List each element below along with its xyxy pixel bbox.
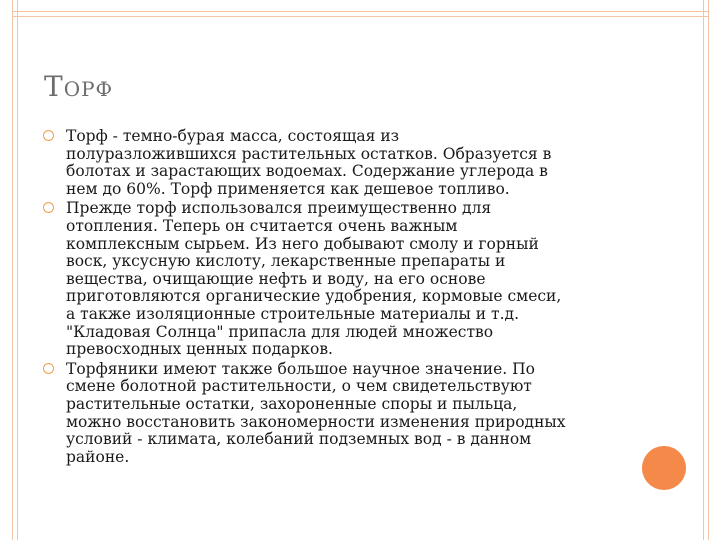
bullet-item-1: [40, 128, 620, 198]
bullet-text-line: Торфяники имеют также большое научное значение. По: [66, 359, 536, 378]
bullet-circle-icon: [43, 202, 54, 213]
bullet-text-line: растительные остатки, захороненные споры и пыльца,: [66, 394, 518, 413]
bullet-text-line: районе.: [66, 447, 130, 466]
bullet-text-line: превосходных ценных подарков.: [66, 340, 333, 359]
frame-left-inner-line: [17, 0, 18, 540]
frame-left-outer-line: [12, 0, 13, 540]
frame-right-outer-line: [708, 0, 709, 540]
bullet-text-line: можно восстановить закономерности изменения природных: [66, 412, 566, 431]
bullet-text-line: нем до 60%. Торф применяется как дешевое топливо.: [66, 179, 510, 198]
bullet-text-line: болотах и зарастающих водоемах. Содержание углерода в: [66, 162, 548, 181]
slide-title-first-letter: Т: [44, 70, 64, 103]
bullet-circle-icon: [43, 363, 54, 374]
bullet-text-line: а также изоляционные строительные материалы и т.д.: [66, 304, 520, 323]
bullet-text-line: вещества, очищающие нефть и воду, на его основе: [66, 269, 486, 288]
bullet-list: [40, 128, 620, 468]
frame-right-inner-line: [703, 0, 704, 540]
bullet-text-line: отопления. Теперь он считается очень важным: [66, 216, 458, 235]
frame-top-line: [12, 11, 709, 12]
slide-title: [44, 72, 113, 104]
bullet-item-3: [40, 361, 620, 467]
bullet-text-line: полуразложившихся растительных остатков. Образуется в: [66, 144, 552, 163]
bullet-text-line: приготовляются органические удобрения, кормовые смеси,: [66, 287, 562, 306]
bullet-text-line: условий - климата, колебаний подземных вод - в данном: [66, 430, 532, 449]
bullet-text-line: Прежде торф использовался преимущественно для: [66, 199, 492, 218]
bullet-text-line: смене болотной растительности, о чем свидетельствуют: [66, 377, 532, 396]
bullet-item-2: [40, 200, 620, 358]
decorative-circle-icon: [642, 446, 686, 490]
bullet-text-line: "Кладовая Солнца" припасла для людей множество: [66, 322, 494, 341]
bullet-circle-icon: [43, 130, 54, 141]
slide-title-rest: ОРФ: [63, 77, 114, 101]
bullet-text-line: комплексным сырьем. Из него добывают смолу и горный: [66, 234, 539, 253]
bullet-text-line: воск, уксусную кислоту, лекарственные препараты и: [66, 252, 506, 271]
bullet-text-line: Торф - темно-бурая масса, состоящая из: [66, 127, 400, 145]
frame-top-inner-line: [12, 16, 709, 17]
